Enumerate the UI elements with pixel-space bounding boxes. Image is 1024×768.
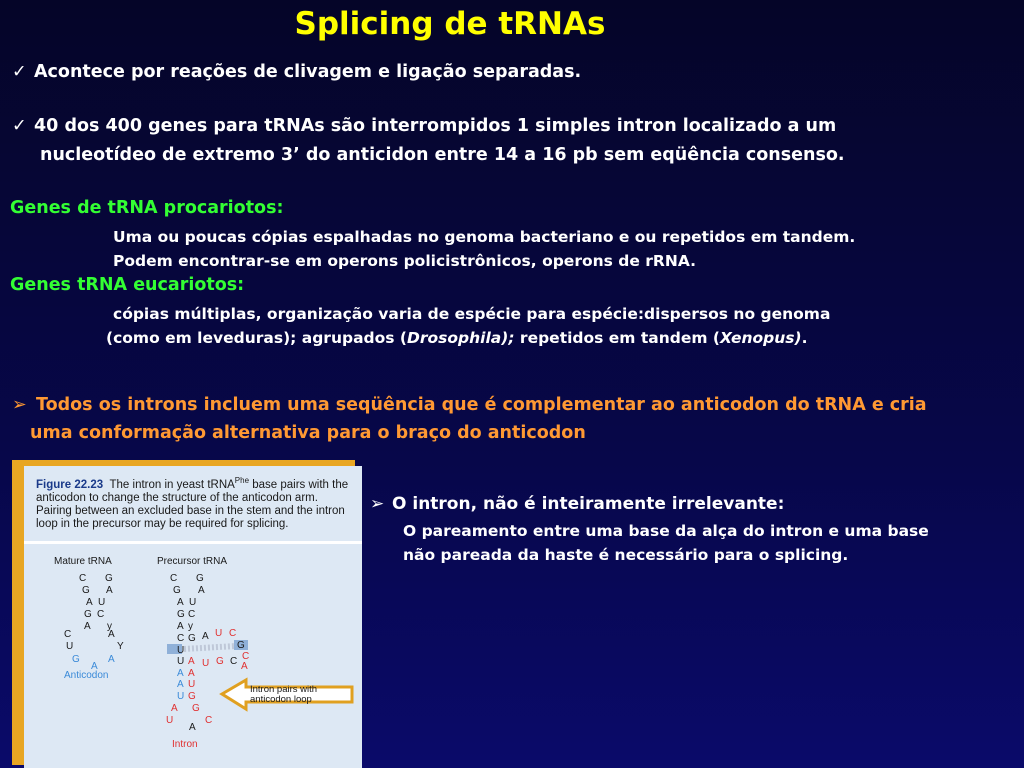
intron-label: Intron (172, 739, 198, 750)
mature-base-5: U (98, 597, 106, 608)
precursor-bases (166, 573, 249, 733)
bullet-genes-interrupted (12, 116, 836, 136)
mature-base-0: C (79, 573, 87, 584)
drosophila-text: Drosophila); (407, 329, 515, 347)
precursor-base-16: G (237, 640, 245, 651)
precursor-base-15: U (177, 645, 185, 656)
precursor-base-17: C (242, 651, 250, 662)
precursor-base-26: A (177, 679, 184, 690)
eukaryote-line2-a: (como em leveduras); agrupados ( (106, 329, 407, 347)
xenopus-text: Xenopus) (719, 329, 802, 347)
precursor-base-4: A (177, 597, 184, 608)
precursor-base-7: C (188, 609, 196, 620)
bullet-genes-line1: 40 dos 400 genes para tRNAs são interrompidos 1 simples intron localizado a um (34, 116, 837, 136)
mature-base-12: U (66, 641, 74, 652)
precursor-base-22: C (230, 656, 238, 667)
check-icon: ✓ (12, 62, 27, 82)
intron-note-heading-row (370, 494, 784, 514)
precursor-base-18: U (177, 656, 185, 667)
intron-note-heading: O intron, não é inteiramente irrelevante: (392, 494, 785, 514)
page-title: Splicing de tRNAs (294, 6, 606, 42)
precursor-base-8: A (177, 621, 184, 632)
precursor-base-24: A (188, 668, 195, 679)
mature-trna-label: Mature tRNA (54, 556, 112, 567)
precursor-base-33: C (205, 715, 213, 726)
precursor-base-30: A (171, 703, 178, 714)
precursor-base-10: C (177, 633, 185, 644)
precursor-base-23: A (177, 668, 184, 679)
mature-base-4: A (86, 597, 93, 608)
prokaryote-line1: Uma ou poucas cópias espalhadas no genoma bacteriano e ou repetidos em tandem. (113, 228, 856, 246)
mature-base-8: A (84, 621, 91, 632)
check-icon: ✓ (12, 116, 27, 136)
precursor-base-20: U (202, 658, 210, 669)
mature-base-6: G (84, 609, 92, 620)
precursor-base-27: U (188, 679, 196, 690)
mature-base-14: G (72, 654, 80, 665)
intron-note-line2: não pareada da haste é necessário para o splicing. (403, 546, 849, 564)
caption-rest: base pairs with the anticodon to change the structure of the anticodon arm. Pairing between an excluded base in the stem and the intron loop in the precursor may be required for splicing. (36, 478, 349, 530)
mature-bases (64, 573, 124, 672)
precursor-base-9: y (188, 621, 193, 632)
precursor-base-12: A (202, 631, 209, 642)
mature-base-9: y (107, 621, 112, 632)
trna-diagram (24, 466, 362, 768)
bullet-cleavage-text: Acontece por reações de clivagem e ligação separadas. (34, 62, 582, 82)
precursor-base-28: U (177, 691, 185, 702)
caption-sup: Phe (234, 476, 250, 485)
introns-bullet (12, 395, 1024, 415)
precursor-base-11: G (188, 633, 196, 644)
callout-line2: anticodon loop (250, 694, 312, 705)
mature-base-11: A (108, 629, 115, 640)
pairing-hatch (184, 646, 236, 649)
precursor-base-21: G (216, 656, 224, 667)
eukaryote-heading: Genes tRNA eucariotos: (10, 275, 245, 295)
precursor-base-31: G (192, 703, 200, 714)
prokaryote-line2: Podem encontrar-se em operons policistrônicos, operons de rRNA. (113, 252, 696, 270)
callout-line1: Intron pairs with (250, 684, 318, 695)
eukaryote-line1: cópias múltiplas, organização varia de espécie para espécie:dispersos no genoma (113, 305, 831, 323)
precursor-base-1: G (196, 573, 204, 584)
bullet-cleavage (12, 62, 581, 82)
precursor-base-3: A (198, 585, 205, 596)
figure-22-23 (24, 466, 362, 768)
eukaryote-line2 (106, 329, 807, 347)
precursor-trna-label: Precursor tRNA (157, 556, 228, 567)
arrow-bullet-icon: ➢ (370, 494, 385, 514)
precursor-base-32: U (166, 715, 174, 726)
caption-pre: The intron in yeast tRNA (109, 478, 235, 491)
precursor-base-0: C (170, 573, 178, 584)
mature-base-7: C (97, 609, 105, 620)
mature-base-16: A (91, 661, 98, 672)
precursor-base-29: G (188, 691, 196, 702)
precursor-base-6: G (177, 609, 185, 620)
bullet-genes-line2: nucleotídeo de extremo 3’ do anticidon entre 14 a 16 pb sem eqüência consenso. (40, 145, 845, 165)
prokaryote-heading: Genes de tRNA procariotos: (10, 198, 284, 218)
mature-base-13: Y (117, 641, 124, 652)
mature-base-15: A (108, 654, 115, 665)
introns-line1: Todos os introns incluem uma seqüência que é complementar ao anticodon do tRNA e cria (36, 395, 927, 415)
eukaryote-line2-c: repetidos em tandem ( (514, 329, 720, 347)
precursor-base-19: A (188, 656, 195, 667)
intron-note-line1: O pareamento entre uma base da alça do intron e uma base (403, 522, 929, 540)
arrow-bullet-icon: ➢ (12, 395, 27, 415)
precursor-base-13: U (215, 628, 223, 639)
mature-base-3: A (106, 585, 113, 596)
mature-base-2: G (82, 585, 90, 596)
precursor-base-5: U (189, 597, 197, 608)
precursor-base-2: G (173, 585, 181, 596)
mature-base-10: C (64, 629, 72, 640)
mature-base-1: G (105, 573, 113, 584)
eukaryote-line2-e: . (801, 329, 808, 347)
figure-label: Figure 22.23 (36, 478, 104, 491)
introns-line2: uma conformação alternativa para o braço do anticodon (30, 423, 586, 443)
precursor-base-25: A (241, 661, 248, 672)
precursor-base-14: C (229, 628, 237, 639)
anticodon-label: Anticodon (64, 670, 109, 681)
precursor-base-34: A (189, 722, 196, 733)
